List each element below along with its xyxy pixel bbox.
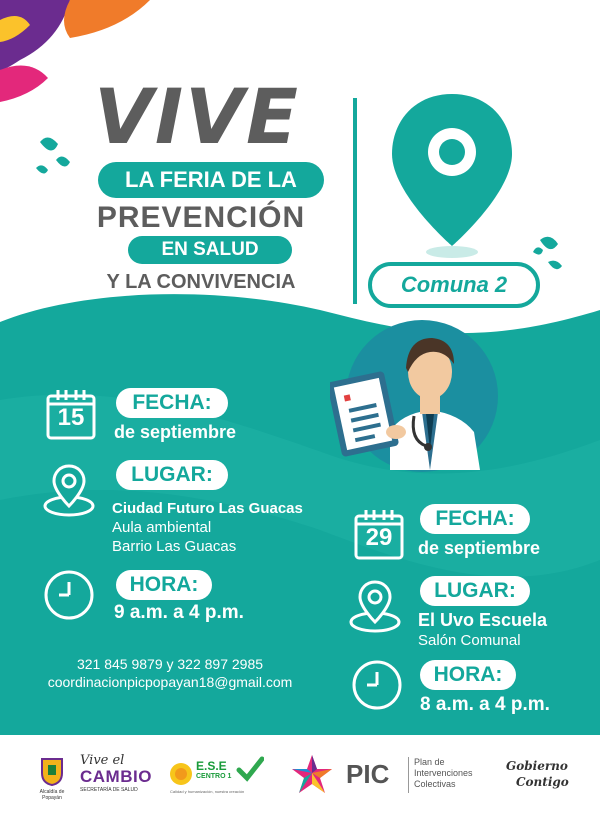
event2-lugar-label: LUGAR: <box>420 576 530 606</box>
shield-icon <box>40 757 64 787</box>
event1-lugar-label: LUGAR: <box>116 460 228 490</box>
contigo-text: Contigo <box>516 775 569 789</box>
headline-vive: VIVE <box>94 72 300 161</box>
centro-text: CENTRO 1 <box>196 773 232 780</box>
map-pin-icon <box>346 578 404 634</box>
vertical-divider <box>353 98 357 304</box>
doctor-illustration <box>330 320 520 480</box>
headline-line4: Y LA CONVIVENCIA <box>106 271 296 293</box>
cambio-text: CAMBIO <box>80 767 152 786</box>
vive-el-text: Vive el <box>80 753 125 768</box>
ese-tagline: Calidad y humanización, nuestra creación <box>170 789 245 794</box>
event2-day: 29 <box>365 524 393 551</box>
event1-hora-label: HORA: <box>116 570 212 600</box>
pic-text: PIC <box>346 759 390 789</box>
pic-divider <box>408 757 409 793</box>
headline-line3: EN SALUD <box>128 236 292 264</box>
map-pin-icon <box>40 462 98 518</box>
sun-icon <box>168 761 194 787</box>
event1-lugar-line3: Barrio Las Guacas <box>112 538 237 555</box>
alcaldia-text: Alcaldía de Popayán <box>39 789 65 801</box>
headline-line1: LA FERIA DE LA <box>98 162 324 198</box>
clock-icon <box>42 568 96 622</box>
contact-phones: 321 845 9879 y 322 897 2985 <box>76 656 264 672</box>
headline-line5: EN LA <box>171 295 231 317</box>
ese-text: E.S.E <box>196 759 227 773</box>
event2-lugar-place: El Uvo Escuela <box>418 610 548 630</box>
secretaria-text: SECRETARÍA DE SALUD <box>80 787 138 793</box>
contact-email: coordinacionpicpopayan18@gmail.com <box>47 674 293 690</box>
clock-icon <box>350 658 404 712</box>
event1-lugar-line2: Aula ambiental <box>112 519 212 536</box>
footer-logos <box>0 735 600 829</box>
event1-fecha-value: de septiembre <box>114 422 237 442</box>
event2-hora-value: 8 a.m. a 4 p.m. <box>420 694 550 715</box>
event1-hora-value: 9 a.m. a 4 p.m. <box>114 602 244 623</box>
location-badge: Comuna 2 <box>368 262 540 308</box>
event1-fecha-label: FECHA: <box>116 388 228 418</box>
event2-fecha-value: de septiembre <box>418 538 541 558</box>
headline-line2: PREVENCIÓN <box>96 201 306 234</box>
event1-day: 15 <box>57 404 85 431</box>
pic-line1: Plan de <box>414 757 445 767</box>
event2-fecha-label: FECHA: <box>420 504 530 534</box>
star-logo-icon <box>290 753 334 797</box>
pic-line2: Intervenciones <box>414 768 473 778</box>
pic-line3: Colectivas <box>414 779 456 789</box>
gobierno-text: Gobierno <box>506 759 568 773</box>
event2-lugar-line2: Salón Comunal <box>418 632 521 649</box>
checkmark-icon <box>236 755 264 783</box>
event1-lugar-place: Ciudad Futuro Las Guacas <box>112 500 303 517</box>
event2-hora-label: HORA: <box>420 660 516 690</box>
